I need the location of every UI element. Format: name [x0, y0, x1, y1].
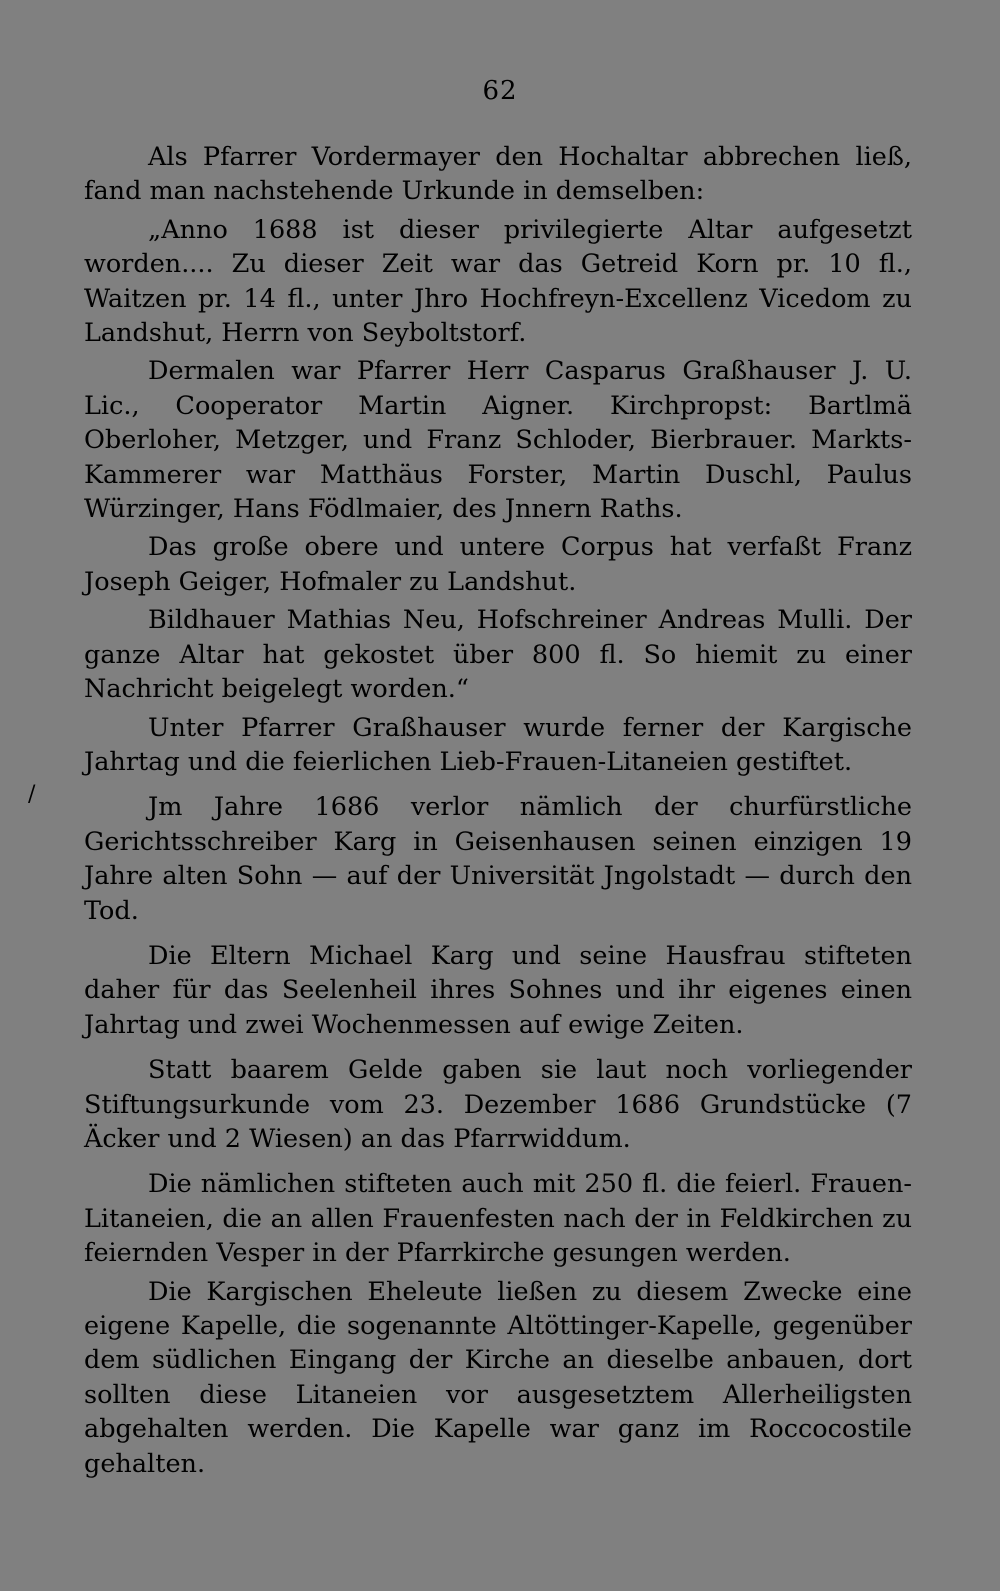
paragraph: Als Pfarrer Vordermayer den Hochaltar abbrechen ließ, fand man nachstehende Urkunde in demselben:	[84, 142, 912, 207]
page-number: 62	[482, 76, 518, 106]
paragraph: Bildhauer Mathias Neu, Hofschreiner Andreas Mulli. Der ganze Altar hat gekostet über 800 fl. So hiemit zu einer Nachricht beigelegt worden.“	[84, 605, 912, 705]
paragraph: Dermalen war Pfarrer Herr Casparus Graßhauser J. U. Lic., Cooperator Martin Aigner. Kirchpropst: Bartlmä Oberloher, Metzger, und Franz Schloder, Bierbrauer. Markts-Kammerer war Matthäus Forster, Martin Duschl, Paulus Würzinger, Hans Födlmaier, des Jnnern Raths.	[84, 356, 912, 525]
body-text	[84, 140, 912, 1492]
paragraph: Jm Jahre 1686 verlor nämlich der churfürstliche Gerichtsschreiber Karg in Geisenhausen seinen einzigen 19 Jahre alten Sohn — auf der Universität Jngolstadt — durch den Tod.	[84, 792, 912, 926]
margin-mark: /	[28, 782, 36, 807]
paragraph: Die Eltern Michael Karg und seine Hausfrau stifteten daher für das Seelenheil ihres Sohnes und ihr eigenes einen Jahrtag und zwei Wochenmessen auf ewige Zeiten.	[84, 940, 912, 1040]
paragraph: Statt baarem Gelde gaben sie laut noch vorliegender Stiftungsurkunde vom 23. Dezember 1686 Grundstücke (7 Äcker und 2 Wiesen) an das Pfarrwiddum.	[84, 1055, 912, 1154]
paragraph: Die nämlichen stifteten auch mit 250 fl. die feierl. Frauen-Litaneien, die an allen Frauenfesten nach der in Feldkirchen zu feiernden Vesper in der Pfarrkirche gesungen werden.	[84, 1169, 912, 1269]
paragraph: Unter Pfarrer Graßhauser wurde ferner der Kargische Jahrtag und die feierlichen Lieb-Frauen-Litaneien gestiftet.	[84, 712, 912, 777]
paragraph: „Anno 1688 ist dieser privilegierte Altar aufgesetzt worden.... Zu dieser Zeit war das Getreid Korn pr. 10 fl., Waitzen pr. 14 fl., unter Jhro Hochfreyn-Excellenz Vicedom zu Landshut, Herrn von Seyboltstorf.	[84, 214, 912, 349]
paragraph: Die Kargischen Eheleute ließen zu diesem Zwecke eine eigene Kapelle, die sogenannte Altöttinger-Kapelle, gegenüber dem südlichen Eingang der Kirche an dieselbe anbauen, dort sollten diese Litaneien vor ausgesetztem Allerheiligsten abgehalten werden. Die Kapelle war ganz im Roccocostile gehalten.	[84, 1276, 912, 1479]
paragraph: Das große obere und untere Corpus hat verfaßt Franz Joseph Geiger, Hofmaler zu Landshut.	[84, 532, 912, 597]
